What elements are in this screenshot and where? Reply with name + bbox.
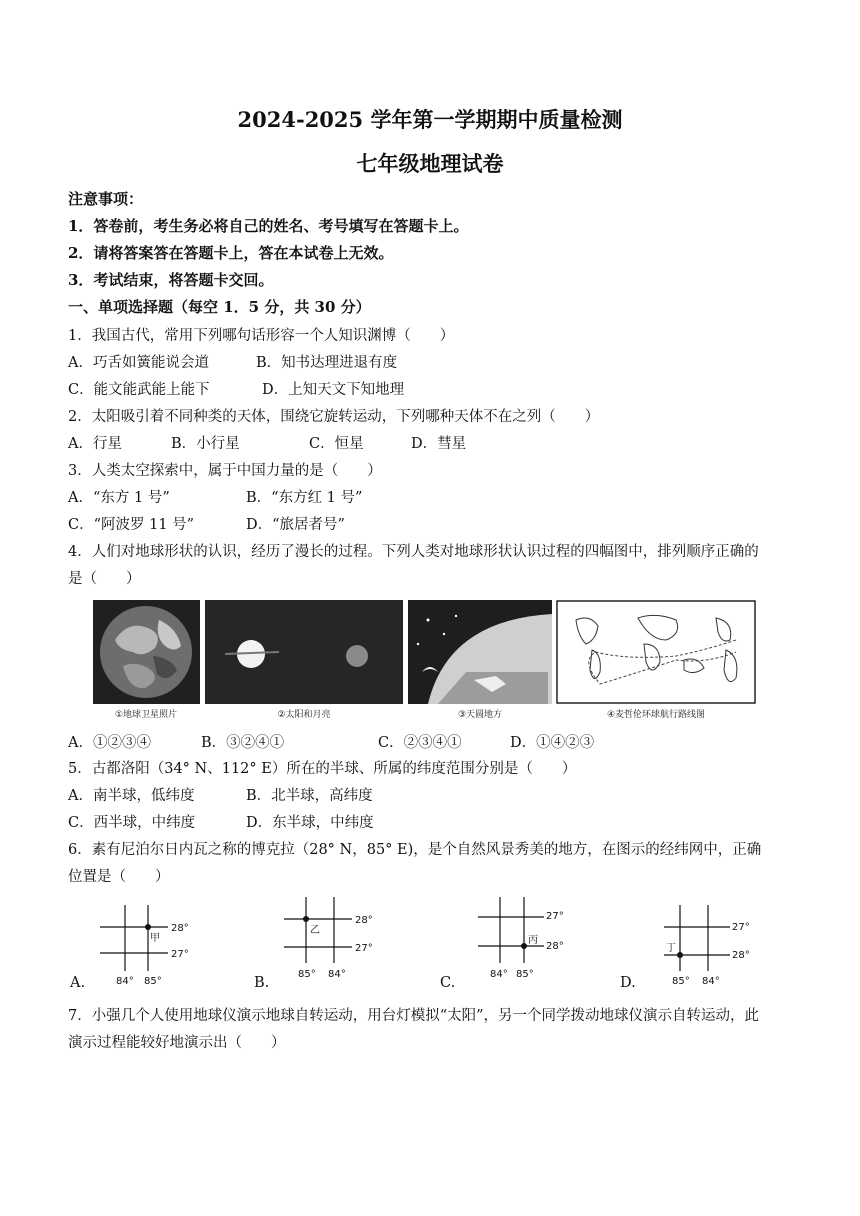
- q6-grid-b: [278, 891, 388, 991]
- q4-option-a: A．①②③④: [68, 735, 151, 751]
- q5-option-a: A．南半球，低纬度: [68, 788, 195, 804]
- question-3-stem: 3．人类太空探索中，属于中国力量的是（ ）: [68, 463, 382, 479]
- q2-option-c: C．恒星: [309, 436, 364, 452]
- figure-round-sky-square-earth: [408, 600, 552, 724]
- q6-option-c-label: C.: [440, 975, 456, 991]
- notes-heading: 注意事项：: [68, 190, 144, 208]
- figure-magellan-route-map: [556, 600, 756, 724]
- q6-grid-d: [662, 897, 772, 997]
- question-2-stem: 2．太阳吸引着不同种类的天体，围绕它旋转运动，下列哪种天体不在之列（ ）: [68, 409, 600, 425]
- grid-c-lon-right: 85°: [516, 969, 534, 980]
- note-item-3: 3．考试结束，将答题卡交回。: [68, 271, 274, 289]
- q1-option-b: B．知书达理进退有度: [256, 355, 398, 371]
- grid-a-lon-left: 84°: [116, 976, 134, 987]
- q5-option-b: B．北半球，高纬度: [246, 788, 373, 804]
- grid-a-marker: 甲: [150, 933, 160, 944]
- exam-title: 2024-2025 学年第一学期期中质量检测: [237, 107, 623, 132]
- q1-option-c: C．能文能武能上能下: [68, 382, 210, 398]
- grid-b-lon-left: 85°: [298, 969, 316, 980]
- figure-4-caption: ④麦哲伦环球航行路线图: [606, 710, 706, 720]
- q3-option-b: B．“东方红 1 号”: [246, 490, 363, 506]
- grid-b-marker: 乙: [310, 925, 320, 936]
- note-item-1: 1．答卷前，考生务必将自己的姓名、考号填写在答题卡上。: [68, 217, 469, 235]
- question-4-stem-line2: 是（ ）: [68, 571, 141, 587]
- figure-sun-and-moon: [205, 600, 403, 724]
- grid-c-marker: 丙: [528, 935, 538, 946]
- figure-1-caption: ①地球卫星照片: [114, 710, 178, 720]
- q1-option-a: A．巧舌如簧能说会道: [68, 355, 209, 371]
- grid-c-lon-left: 84°: [490, 969, 508, 980]
- q5-option-d: D．东半球，中纬度: [246, 815, 374, 831]
- q3-option-c: C．“阿波罗 11 号”: [68, 517, 195, 533]
- figure-2-caption: ②太阳和月亮: [277, 710, 331, 720]
- q3-option-d: D．“旅居者号”: [246, 517, 345, 533]
- question-1-stem: 1．我国古代，常用下列哪句话形容一个人知识渊博（ ）: [68, 328, 455, 344]
- q4-option-c: C．②③④①: [378, 735, 462, 751]
- question-7-stem-line1: 7．小强几个人使用地球仪演示地球自转运动，用台灯模拟“太阳”，另一个同学拨动地球仪演示自转运动，此: [68, 1008, 760, 1024]
- grid-d-lat-top: 27°: [732, 922, 750, 933]
- q6-option-a-label: A.: [70, 975, 86, 991]
- grid-d-lat-bottom: 28°: [732, 950, 750, 961]
- grid-b-lat-top: 28°: [355, 915, 373, 926]
- exam-subtitle: 七年级地理试卷: [356, 151, 504, 176]
- grid-d-marker: 丁: [666, 943, 676, 954]
- q6-option-b-label: B.: [254, 975, 270, 991]
- question-6-stem-line1: 6．素有尼泊尔日内瓦之称的博克拉（28° N，85° E)，是个自然风景秀美的地方，在图示的经纬网中，正确: [68, 842, 762, 858]
- grid-a-lat-top: 28°: [171, 923, 189, 934]
- q5-option-c: C．西半球，中纬度: [68, 815, 196, 831]
- question-6-stem-line2: 位置是（ ）: [68, 869, 170, 885]
- question-5-stem: 5．古都洛阳（34° N、112° E）所在的半球、所属的纬度范围分别是（ ）: [68, 761, 577, 777]
- grid-a-lon-right: 85°: [144, 976, 162, 987]
- q2-option-a: A．行星: [68, 436, 122, 452]
- grid-b-lon-right: 84°: [328, 969, 346, 980]
- question-7-stem-line2: 演示过程能较好地演示出（ ）: [68, 1035, 286, 1051]
- q6-grid-a: [92, 897, 202, 997]
- grid-c-lat-bottom: 28°: [546, 941, 564, 952]
- grid-c-lat-top: 27°: [546, 911, 564, 922]
- q1-option-d: D．上知天文下知地理: [262, 382, 405, 398]
- q2-option-d: D．彗星: [411, 436, 467, 452]
- grid-d-lon-right: 84°: [702, 976, 720, 987]
- note-item-2: 2．请将答案答在答题卡上，答在本试卷上无效。: [68, 244, 394, 262]
- grid-b-lat-bottom: 27°: [355, 943, 373, 954]
- section-heading: 一、单项选择题（每空 1．5 分，共 30 分）: [68, 298, 371, 316]
- q4-option-b: B．③②④①: [201, 735, 285, 751]
- question-4-stem-line1: 4．人们对地球形状的认识，经历了漫长的过程。下列人类对地球形状认识过程的四幅图中，排列顺序正确的: [68, 544, 759, 560]
- grid-a-lat-bottom: 27°: [171, 949, 189, 960]
- q6-option-d-label: D.: [620, 975, 636, 991]
- q6-grid-c: [472, 891, 582, 991]
- figure-3-caption: ③天圆地方: [457, 710, 503, 720]
- q4-option-d: D．①④②③: [510, 735, 595, 751]
- q3-option-a: A．“东方 1 号”: [68, 490, 170, 506]
- grid-d-lon-left: 85°: [672, 976, 690, 987]
- q2-option-b: B．小行星: [171, 436, 240, 452]
- figure-earth-satellite-photo: [93, 600, 200, 724]
